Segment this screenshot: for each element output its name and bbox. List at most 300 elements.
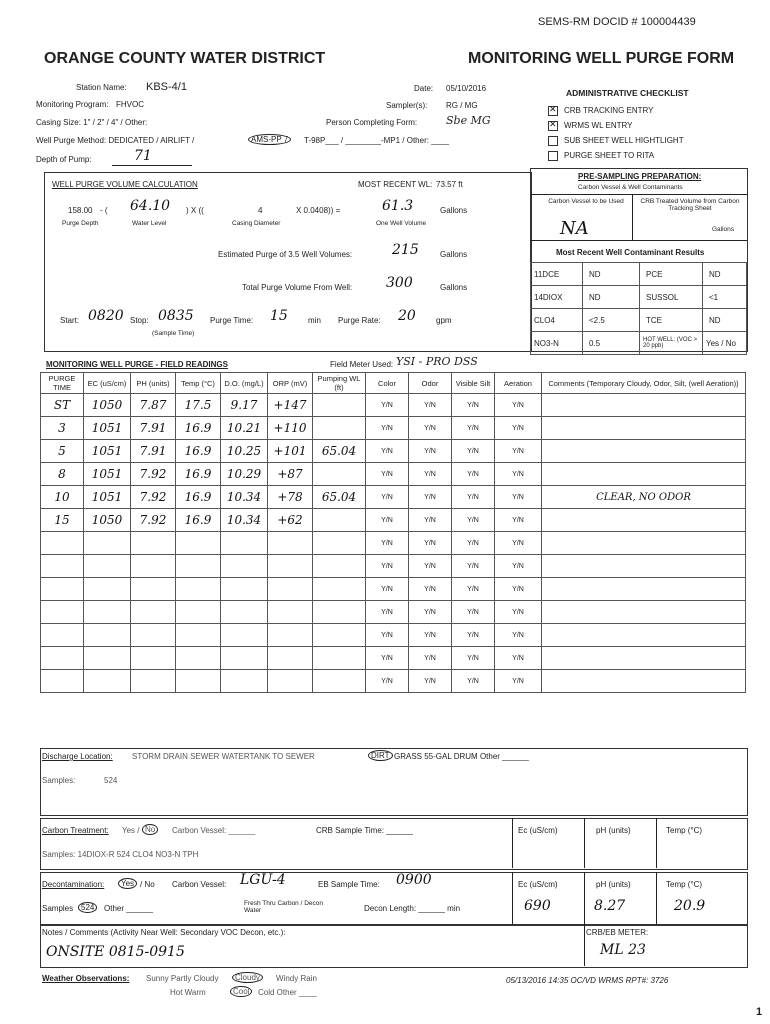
field-cell (313, 670, 366, 693)
decon-temp: Temp (°C) (666, 880, 703, 889)
field-cell (176, 670, 221, 693)
field-header: Temp (°C) (176, 373, 221, 394)
carbon-no: No (142, 824, 158, 835)
method-circled: AMS-PP 7 (248, 134, 291, 145)
carbon-temp: Temp (°C) (666, 826, 703, 835)
field-cell: Y/N (366, 624, 409, 647)
checked-icon[interactable] (548, 121, 558, 131)
field-cell (268, 578, 313, 601)
start-value: 0820 (88, 308, 124, 324)
field-cell (176, 647, 221, 670)
field-cell (41, 601, 84, 624)
meter-label: Field Meter Used: (330, 360, 394, 369)
date-label: Date: (414, 84, 434, 93)
field-header: D.O. (mg/L) (221, 373, 268, 394)
field-cell: 1051 (84, 463, 131, 486)
field-cell: 7.91 (131, 417, 176, 440)
purge-depth-caption: Purge Depth (62, 220, 99, 227)
program-label: Monitoring Program: (36, 100, 109, 109)
field-cell: Y/N (495, 486, 542, 509)
field-cell (221, 555, 268, 578)
casing-value: 4 (258, 206, 263, 215)
field-cell: Y/N (409, 532, 452, 555)
field-cell (542, 555, 746, 578)
method-rest: T-98P___ / ________-MP1 / Other: ____ (304, 136, 449, 145)
gallons-2: Gallons (440, 250, 468, 259)
na-value: NA (560, 218, 589, 239)
field-cell (313, 601, 366, 624)
table-row (41, 601, 746, 624)
field-cell: 7.92 (131, 463, 176, 486)
minus-sign: - ( (100, 206, 108, 215)
field-cell (131, 601, 176, 624)
carbon-ec: Ec (uS/cm) (518, 826, 558, 835)
formula: X 0.0408)) = (296, 206, 341, 215)
field-cell: 1050 (84, 509, 131, 532)
field-cell (221, 647, 268, 670)
decon-fresh: Fresh Thru Carbon / Decon Water (244, 900, 323, 914)
field-cell: Y/N (366, 670, 409, 693)
field-header: PH (units) (131, 373, 176, 394)
checkbox-icon[interactable] (548, 136, 558, 146)
field-cell: ST (41, 394, 84, 417)
person-label: Person Completing Form: (326, 118, 418, 127)
field-cell (176, 624, 221, 647)
field-cell: Y/N (495, 463, 542, 486)
calc-title: WELL PURGE VOLUME CALCULATION (52, 180, 198, 189)
field-cell: Y/N (495, 509, 542, 532)
presamp-title: PRE-SAMPLING PREPARATION: (578, 172, 702, 181)
field-cell (313, 578, 366, 601)
table-row (41, 670, 746, 693)
carbon-label: Carbon Treatment: (42, 826, 109, 835)
field-header: EC (uS/cm) (84, 373, 131, 394)
field-cell (221, 670, 268, 693)
field-cell: Y/N (409, 555, 452, 578)
field-cell: +87 (268, 463, 313, 486)
field-cell (268, 647, 313, 670)
pump-depth-value: 71 (134, 148, 152, 164)
stop-value: 0835 (158, 308, 194, 324)
field-cell: Y/N (409, 486, 452, 509)
purge-depth: 158.00 (68, 206, 93, 215)
field-cell (221, 624, 268, 647)
field-cell (41, 670, 84, 693)
field-cell (268, 624, 313, 647)
field-cell (542, 647, 746, 670)
field-cell: 65.04 (313, 486, 366, 509)
field-cell: 16.9 (176, 486, 221, 509)
station-label: Station Name: (76, 83, 127, 92)
field-cell: Y/N (452, 624, 495, 647)
est-label: Estimated Purge of 3.5 Well Volumes: (218, 250, 353, 259)
field-cell: Y/N (409, 578, 452, 601)
field-cell: Y/N (452, 509, 495, 532)
field-cell: 5 (41, 440, 84, 463)
results-title: Most Recent Well Contaminant Results (556, 248, 705, 257)
decon-no: / No (140, 880, 155, 889)
field-header: Comments (Temporary Cloudy, Odor, Silt, (well Aeration)) (542, 373, 746, 394)
decon-length: Decon Length: ______ min (364, 904, 461, 913)
field-cell: Y/N (366, 486, 409, 509)
decon-samples-label: Samples (42, 904, 74, 913)
weather-line2: Hot Warm (170, 988, 206, 997)
field-cell (131, 670, 176, 693)
field-cell: Y/N (409, 509, 452, 532)
field-cell (176, 532, 221, 555)
discharge-rest: GRASS 55-GAL DRUM Other ______ (394, 752, 529, 761)
field-cell (313, 417, 366, 440)
rate-value: 20 (398, 308, 416, 324)
x-open: ) X (( (186, 206, 204, 215)
field-cell: Y/N (366, 417, 409, 440)
field-cell (131, 532, 176, 555)
est-value: 215 (392, 242, 419, 258)
field-cell: Y/N (495, 440, 542, 463)
field-cell: Y/N (495, 578, 542, 601)
admin-item-crb: ✕CRB TRACKING ENTRY (548, 106, 654, 116)
field-cell (313, 555, 366, 578)
admin-item-purge: PURGE SHEET TO RITA (548, 151, 654, 161)
method-label: Well Purge Method: DEDICATED / AIRLIFT / (36, 136, 195, 145)
field-cell: Y/N (366, 509, 409, 532)
total-label: Total Purge Volume From Well: (242, 283, 353, 292)
col-carbon-vessel: Carbon Vessel to be Used (548, 198, 624, 205)
field-cell: Y/N (452, 417, 495, 440)
field-cell: Y/N (409, 624, 452, 647)
admin-title: ADMINISTRATIVE CHECKLIST (566, 88, 689, 98)
field-cell (542, 394, 746, 417)
weather-cool: Cool (230, 986, 252, 997)
pump-depth-label: Depth of Pump: (36, 155, 92, 164)
person-value: Sbe MG (446, 114, 491, 127)
field-cell: Y/N (452, 601, 495, 624)
field-cell (268, 670, 313, 693)
field-cell: Y/N (452, 670, 495, 693)
sample-time-caption: (Sample Time) (152, 330, 195, 337)
docid: SEMS-RM DOCID # 100004439 (538, 16, 696, 28)
decon-sample-circled: 524 (78, 902, 97, 913)
field-cell (176, 555, 221, 578)
water-level-caption: Water Level (132, 220, 167, 227)
decon-ec: Ec (uS/cm) (518, 880, 558, 889)
field-table (40, 372, 746, 693)
presamp-gallons: Gallons (712, 226, 735, 233)
field-cell (313, 647, 366, 670)
weather-line1b: Windy Rain (276, 974, 317, 983)
field-header: Odor (409, 373, 452, 394)
field-cell (313, 463, 366, 486)
field-cell: Y/N (366, 578, 409, 601)
field-cell: Y/N (452, 647, 495, 670)
meter-value: YSI - PRO DSS (396, 355, 478, 368)
field-cell: 10.25 (221, 440, 268, 463)
field-cell: 10.21 (221, 417, 268, 440)
field-cell (176, 601, 221, 624)
field-cell: 1050 (84, 394, 131, 417)
field-cell: Y/N (366, 440, 409, 463)
field-cell: 10.34 (221, 509, 268, 532)
field-title: MONITORING WELL PURGE - FIELD READINGS (46, 360, 228, 369)
field-cell: 1051 (84, 486, 131, 509)
weather-line1: Sunny Partly Cloudy (146, 974, 219, 983)
one-volume: 61.3 (382, 198, 414, 214)
table-row (41, 486, 746, 509)
field-cell (542, 509, 746, 532)
field-cell (41, 647, 84, 670)
field-cell: +78 (268, 486, 313, 509)
field-cell: 7.92 (131, 509, 176, 532)
page-number: 1 (756, 1006, 763, 1018)
field-cell: Y/N (495, 555, 542, 578)
field-cell: 7.87 (131, 394, 176, 417)
date-value: 05/10/2016 (446, 84, 487, 93)
crb-meter-value: ML 23 (600, 942, 646, 958)
field-cell (41, 532, 84, 555)
decon-vessel: LGU-4 (240, 872, 286, 888)
field-cell: 10 (41, 486, 84, 509)
field-cell: 65.04 (313, 440, 366, 463)
field-cell: Y/N (495, 647, 542, 670)
start-label: Start: (60, 316, 80, 325)
field-cell: Y/N (366, 394, 409, 417)
footer-report: 05/13/2016 14:35 OC/VD WRMS RPT#: 3726 (506, 976, 669, 985)
table-row (41, 555, 746, 578)
field-header: Color (366, 373, 409, 394)
form-title: MONITORING WELL PURGE FORM (468, 50, 735, 67)
field-cell: Y/N (452, 486, 495, 509)
field-cell: Y/N (452, 532, 495, 555)
field-cell (542, 417, 746, 440)
samples-value: 524 (104, 776, 118, 785)
field-cell: 15 (41, 509, 84, 532)
casing-label: Casing Size: 1" / 2" / 4" / Other: (36, 118, 148, 127)
table-row (41, 509, 746, 532)
gallons-3: Gallons (440, 283, 468, 292)
field-cell (41, 555, 84, 578)
notes-label: Notes / Comments (Activity Near Well: Secondary VOC Decon, etc.): (42, 928, 286, 937)
discharge-label: Discharge Location: (42, 752, 113, 761)
field-cell: 7.91 (131, 440, 176, 463)
field-cell (41, 624, 84, 647)
carbon-samples: Samples: 14DIOX-R 524 CLO4 NO3-N TPH (42, 850, 199, 859)
sampler-value: RG / MG (446, 101, 478, 110)
field-cell: 16.9 (176, 463, 221, 486)
table-row (41, 647, 746, 670)
field-cell (84, 555, 131, 578)
discharge-circled: DIRT (368, 750, 393, 761)
field-cell (268, 601, 313, 624)
field-cell: Y/N (495, 532, 542, 555)
decon-vessel-label: Carbon Vessel: (172, 880, 227, 889)
crb-time: CRB Sample Time: ______ (316, 826, 413, 835)
weather-line2b: Cold Other ____ (258, 988, 317, 997)
field-cell (84, 670, 131, 693)
gpm-unit: gpm (436, 316, 452, 325)
results-table: 11DCE ND PCE ND 14DIOX ND SUSSOL <1 CLO4 <2.5 TCE ND NO3-N 0.5 HOT WELL: (VOC > 20 ppb) Yes / No (530, 262, 747, 355)
field-cell: 10.34 (221, 486, 268, 509)
field-cell (131, 578, 176, 601)
field-cell: 16.9 (176, 509, 221, 532)
one-volume-caption: One Well Volume (376, 220, 427, 227)
most-recent-value: 73.57 ft (436, 180, 463, 189)
field-cell (84, 647, 131, 670)
field-cell (542, 624, 746, 647)
decon-yes: Yes (118, 878, 137, 889)
field-cell (542, 578, 746, 601)
field-cell: CLEAR, NO ODOR (542, 486, 746, 509)
field-cell: 1051 (84, 440, 131, 463)
field-cell (84, 624, 131, 647)
field-cell (313, 509, 366, 532)
field-cell: +110 (268, 417, 313, 440)
table-row (41, 624, 746, 647)
eb-value: 0900 (396, 872, 432, 888)
field-cell (221, 532, 268, 555)
field-cell (41, 578, 84, 601)
field-cell: +62 (268, 509, 313, 532)
field-cell (221, 601, 268, 624)
table-row (41, 463, 746, 486)
weather-label: Weather Observations: (42, 974, 130, 983)
carbon-vessel: Carbon Vessel: ______ (172, 826, 256, 835)
field-cell: Y/N (495, 394, 542, 417)
crb-meter-label: CRB/EB METER: (586, 928, 649, 937)
field-cell (268, 532, 313, 555)
table-row (41, 532, 746, 555)
carbon-yes: Yes / (122, 826, 140, 835)
field-cell: Y/N (409, 417, 452, 440)
field-cell: Y/N (495, 624, 542, 647)
pump-depth-line (112, 165, 192, 166)
field-cell: Y/N (366, 532, 409, 555)
field-cell (131, 624, 176, 647)
field-cell: Y/N (409, 670, 452, 693)
checkbox-icon[interactable] (548, 151, 558, 161)
field-cell (131, 555, 176, 578)
field-cell: 16.9 (176, 417, 221, 440)
min-unit: min (308, 316, 321, 325)
admin-item-wrms: ✕WRMS WL ENTRY (548, 121, 632, 131)
field-cell (268, 555, 313, 578)
field-cell: Y/N (409, 601, 452, 624)
field-cell: Y/N (409, 394, 452, 417)
table-row (41, 440, 746, 463)
field-cell: Y/N (366, 647, 409, 670)
decon-ph: pH (units) (596, 880, 631, 889)
field-cell: 3 (41, 417, 84, 440)
decon-ph-value: 8.27 (594, 898, 626, 914)
field-cell: Y/N (366, 601, 409, 624)
purge-time-value: 15 (270, 308, 288, 324)
field-cell: Y/N (452, 463, 495, 486)
table-row (41, 417, 746, 440)
field-cell: +101 (268, 440, 313, 463)
field-cell: Y/N (366, 463, 409, 486)
purge-time-label: Purge Time: (210, 316, 254, 325)
field-cell (221, 578, 268, 601)
program-value: FHVOC (116, 100, 144, 109)
weather-cloudy: Cloudy (232, 972, 263, 983)
field-cell: 1051 (84, 417, 131, 440)
field-header: PURGE TIME (41, 373, 84, 394)
field-cell: Y/N (452, 555, 495, 578)
decon-other: Other ______ (104, 904, 153, 913)
checked-icon[interactable] (548, 106, 558, 116)
table-row (41, 578, 746, 601)
field-cell: Y/N (452, 578, 495, 601)
discharge-options: STORM DRAIN SEWER WATERTANK TO SEWER (132, 752, 315, 761)
field-cell (84, 578, 131, 601)
decon-ec-value: 690 (524, 898, 551, 914)
field-cell: Y/N (495, 417, 542, 440)
field-header: Visible Silt (452, 373, 495, 394)
field-cell (313, 532, 366, 555)
org-title: ORANGE COUNTY WATER DISTRICT (44, 50, 326, 67)
field-cell: Y/N (452, 440, 495, 463)
sampler-label: Sampler(s): (386, 101, 428, 110)
field-cell: Y/N (495, 670, 542, 693)
field-cell (542, 440, 746, 463)
casing-caption: Casing Diameter (232, 220, 281, 227)
field-cell (542, 670, 746, 693)
col-crb-volume: CRB Treated Volume from Carbon Tracking Sheet (640, 198, 740, 212)
table-row (41, 394, 746, 417)
field-cell: 9.17 (221, 394, 268, 417)
field-cell: 8 (41, 463, 84, 486)
field-header: ORP (mV) (268, 373, 313, 394)
field-cell: Y/N (409, 463, 452, 486)
decon-label: Decontamination: (42, 880, 105, 889)
most-recent-label: MOST RECENT WL: (358, 180, 433, 189)
field-cell: Y/N (409, 647, 452, 670)
admin-item-sub: SUB SHEET WELL HIGHTLIGHT (548, 136, 684, 146)
field-cell (542, 601, 746, 624)
field-cell: 10.29 (221, 463, 268, 486)
field-cell: Y/N (409, 440, 452, 463)
field-cell: 16.9 (176, 440, 221, 463)
notes-text: ONSITE 0815-0915 (46, 944, 185, 960)
field-header: Aeration (495, 373, 542, 394)
total-value: 300 (386, 275, 413, 291)
field-cell (542, 463, 746, 486)
eb-label: EB Sample Time: (318, 880, 380, 889)
rate-label: Purge Rate: (338, 316, 381, 325)
field-cell: Y/N (366, 555, 409, 578)
field-header: Pumping WL (ft) (313, 373, 366, 394)
field-cell: 17.5 (176, 394, 221, 417)
field-cell (313, 394, 366, 417)
field-cell (542, 532, 746, 555)
field-cell: 7.92 (131, 486, 176, 509)
stop-label: Stop: (130, 316, 149, 325)
water-level: 64.10 (130, 198, 171, 214)
samples-label: Samples: (42, 776, 76, 785)
field-cell (176, 578, 221, 601)
field-cell (84, 532, 131, 555)
field-cell: Y/N (495, 601, 542, 624)
decon-temp-value: 20.9 (674, 898, 706, 914)
carbon-ph: pH (units) (596, 826, 631, 835)
field-cell (313, 624, 366, 647)
presamp-subtitle: Carbon Vessel & Well Contaminants (578, 184, 683, 191)
field-cell (84, 601, 131, 624)
gallons-1: Gallons (440, 206, 468, 215)
station-value: KBS-4/1 (146, 81, 187, 93)
field-cell (131, 647, 176, 670)
calc-box (44, 172, 532, 352)
field-cell: +147 (268, 394, 313, 417)
